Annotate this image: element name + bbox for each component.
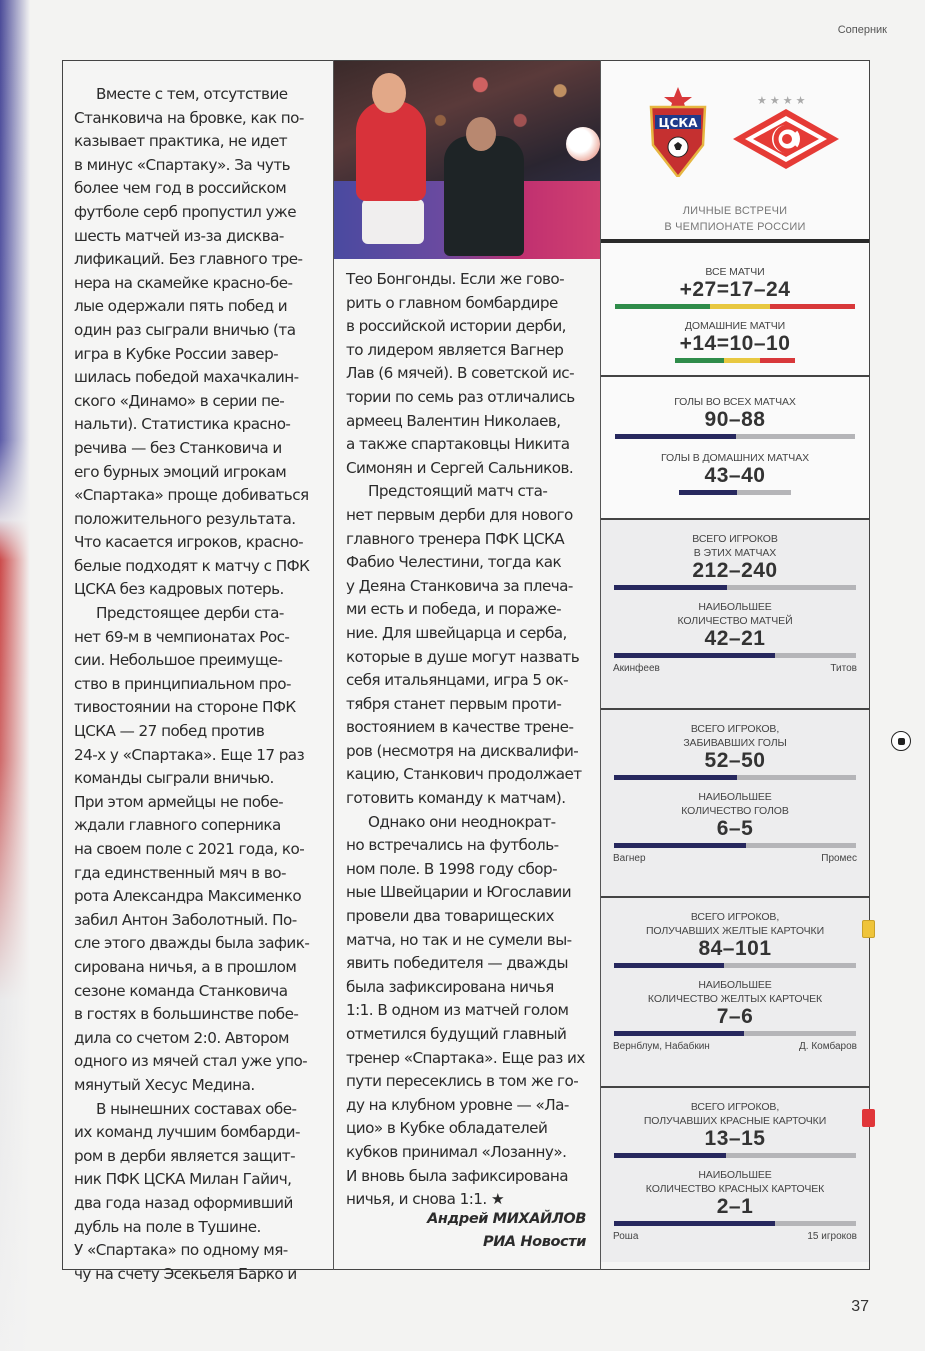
article-line: Фабио Челестини, тогда как	[346, 553, 562, 572]
article-line: востоянием в качестве трене-	[346, 718, 574, 737]
article-line: пути пересеклись в том же го-	[346, 1072, 579, 1091]
players-bar	[614, 585, 856, 590]
stat-label: ВСЕГО ИГРОКОВ, ЗАБИВАВШИХ ГОЛЫ	[683, 723, 787, 749]
article-line: речива — без Станковича и	[74, 438, 282, 457]
leader-right: 15 игроков	[807, 1231, 857, 1242]
article-line: 24-х у «Спартака». Еще 17 раз	[74, 745, 305, 764]
article-line: игра в Кубке России завер-	[74, 344, 279, 363]
article-line: белые подходят к матчу с ПФК	[74, 556, 310, 575]
article-line: сле этого дважды была зафик-	[74, 934, 310, 953]
team-logos	[601, 61, 869, 243]
article-line: сезоне команда Станковича	[74, 981, 288, 1000]
article-line: то лидером является Вагнер	[346, 340, 564, 359]
stat-value: 42–21	[704, 627, 766, 650]
article-line: И вновь была зафиксирована	[346, 1166, 569, 1185]
leader-right: Д. Комбаров	[799, 1041, 857, 1052]
article-line: главного тренера ПФК ЦСКА	[346, 529, 565, 548]
article-line: Вместе с тем, отсутствие	[96, 85, 288, 103]
spartak-stars: ★★★★	[757, 95, 809, 107]
article-line: нет первым дерби для нового	[346, 505, 573, 524]
article-line: ми есть и победа, и пораже-	[346, 600, 562, 619]
stat-value: 212–240	[692, 559, 778, 582]
stat-label: ГОЛЫ В ДОМАШНИХ МАТЧАХ	[660, 452, 810, 464]
article-line: тории по семь раз отличались	[346, 387, 575, 406]
leader-names	[613, 853, 857, 864]
red-players-bar	[614, 1153, 856, 1158]
most-red-bar	[614, 1221, 856, 1226]
svg-text:ЦСКА: ЦСКА	[658, 116, 698, 130]
stat-label: НАИБОЛЬШЕЕ КОЛИЧЕСТВО КРАСНЫХ КАРТОЧЕК	[645, 1169, 825, 1195]
scorers-bar	[614, 775, 856, 780]
article-line: кубков принимал «Лозанну».	[346, 1142, 567, 1161]
stat-value: 2–1	[716, 1195, 754, 1218]
article-line: положительного результата.	[74, 509, 296, 528]
article-line: тября станет первым проти-	[346, 694, 562, 713]
article-line: ные Швейцарии и Югославии	[346, 883, 572, 902]
article-line: рота Александра Максименко	[74, 887, 302, 906]
article-line: в минус «Спартаку». За чуть	[74, 155, 291, 174]
article-line: При этом армейцы не побе-	[74, 792, 284, 811]
logos-caption: ЛИЧНЫЕ ВСТРЕЧИ В ЧЕМПИОНАТЕ РОССИИ	[664, 205, 806, 233]
article-line: ром в дерби является защит-	[74, 1146, 296, 1165]
spartak-logo-icon	[731, 107, 841, 171]
article-line: в гостях в большинстве побе-	[74, 1005, 299, 1024]
most-matches-bar	[614, 653, 856, 658]
leader-left: Роша	[613, 1231, 639, 1242]
stats-panel	[601, 61, 869, 1262]
home-results-bar	[675, 358, 795, 363]
leader-names	[613, 1231, 857, 1242]
article-line: мянутый Хесус Медина.	[74, 1075, 255, 1094]
article-line: цио» в Кубке обладателей	[346, 1119, 548, 1138]
article-line: на своем поле с 2021 года, ко-	[74, 840, 305, 858]
byline	[346, 1208, 586, 1254]
yellow-card-icon	[862, 920, 875, 938]
stat-value: 90–88	[704, 408, 766, 431]
stat-label: НАИБОЛЬШЕЕ КОЛИЧЕСТВО МАТЧЕЙ	[677, 601, 793, 627]
stat-label: ВСЕГО ИГРОКОВ В ЭТИХ МАТЧАХ	[692, 533, 778, 559]
article-line: ничья, и снова 1:1. ★	[346, 1190, 505, 1209]
article-line: в российской истории дерби,	[346, 317, 566, 336]
leader-left: Вернблум, Набабкин	[613, 1041, 710, 1052]
article-line: Предстоящее дерби ста-	[96, 604, 284, 623]
article-line: шесть матчей из-за дисква-	[74, 226, 284, 245]
stat-value: 13–15	[704, 1127, 766, 1150]
most-yellow-bar	[614, 1031, 856, 1036]
article-line: В нынешних составах обе-	[96, 1099, 297, 1118]
red-card-icon	[862, 1109, 875, 1127]
goals-bar	[615, 434, 855, 439]
article-line: Симонян и Сергей Сальников.	[346, 458, 574, 477]
results-bar	[615, 304, 855, 309]
article-line: которые в душе могут назвать	[346, 647, 580, 666]
magazine-spine-edge	[0, 0, 30, 1351]
article-line: нальти). Статистика красно-	[74, 415, 291, 434]
article-line: один раз сыграли вничью (та	[74, 320, 296, 339]
football-icon	[891, 731, 911, 751]
article-line: ние. Для швейцарца и серба,	[346, 623, 567, 642]
author-name: Андрей МИХАЙЛОВ	[427, 1211, 586, 1227]
stat-value: 43–40	[704, 464, 766, 487]
article-line: два года назад оформивший	[74, 1193, 293, 1212]
stat-label: ВСЕГО ИГРОКОВ, ПОЛУЧАВШИХ ЖЕЛТЫЕ КАРТОЧКИ	[645, 911, 825, 937]
article-line: рить о главном бомбардире	[346, 293, 558, 312]
stat-value: 7–6	[716, 1005, 754, 1028]
article-line: у Деяна Станковича за плеча-	[346, 576, 573, 595]
stat-value: +14=10–10	[679, 332, 791, 355]
section-label: Соперник	[837, 24, 887, 36]
article-line: сирована ничья, а в прошлом	[74, 957, 297, 976]
article-line: ник ПФК ЦСКА Милан Гайич,	[74, 1170, 292, 1189]
article-line: футболе серб пропустил уже	[74, 202, 296, 221]
article-line: ство в принципиальном про-	[74, 674, 291, 693]
article-line: была зафиксирована ничья	[346, 977, 554, 996]
leader-right: Титов	[830, 663, 857, 674]
article-line: чу на счету Эсекьеля Барко и	[74, 1264, 297, 1283]
stat-label: НАИБОЛЬШЕЕ КОЛИЧЕСТВО ЖЕЛТЫХ КАРТОЧЕК	[647, 979, 823, 1005]
article-line: Тео Бонгонды. Если же гово-	[346, 270, 565, 288]
article-line: матча, но так и не сумели вы-	[346, 930, 572, 949]
article-line: ду на клубном уровне — «Ла-	[346, 1095, 569, 1114]
leader-names	[613, 663, 857, 674]
article-line: сии. Небольшое преимуще-	[74, 651, 283, 670]
stat-value: 52–50	[704, 749, 766, 772]
stat-label: ВСЕГО ИГРОКОВ, ПОЛУЧАВШИХ КРАСНЫЕ КАРТОЧКИ	[643, 1101, 827, 1127]
article-line: тивостоянии на стороне ПФК	[74, 698, 296, 717]
stat-yellow-cards-block	[601, 898, 869, 1088]
cska-logo-icon	[645, 85, 711, 177]
article-left-column	[74, 83, 328, 1286]
article-middle-column	[346, 268, 590, 1212]
article-line: провели два товарищеских	[346, 907, 554, 926]
article-line: ном поле. В 1998 году сбор-	[346, 859, 558, 878]
leader-left: Акинфеев	[613, 663, 660, 674]
article-line: шилась победой махачкалин-	[74, 368, 299, 387]
stat-players-block	[601, 520, 869, 710]
article-line: казывает практика, не идет	[74, 132, 288, 151]
article-line: нера на скамейке красно-бе-	[74, 273, 293, 292]
article-line: нет 69-м в чемпионатах Рос-	[74, 627, 290, 646]
article-line: ЦСКА без кадровых потерь.	[74, 580, 284, 599]
article-line: его бурных эмоций игрокам	[74, 462, 287, 481]
stat-scorers-block	[601, 710, 869, 898]
stat-label: НАИБОЛЬШЕЕ КОЛИЧЕСТВО ГОЛОВ	[681, 791, 789, 817]
stat-label: ВСЕ МАТЧИ	[705, 266, 765, 278]
stat-label: ДОМАШНИЕ МАТЧИ	[684, 320, 786, 332]
article-line: Что касается игроков, красно-	[74, 533, 304, 552]
article-line: У «Спартака» по одному мя-	[74, 1241, 288, 1260]
article-line: команды сыграли вничью.	[74, 769, 274, 788]
article-line: явить победителя — дважды	[346, 954, 568, 973]
article-line: ждали главного соперника	[74, 816, 281, 835]
stat-label: ГОЛЫ ВО ВСЕХ МАТЧАХ	[674, 396, 796, 408]
article-line: кацию, Станкович продолжает	[346, 765, 582, 784]
article-line: дубль на поле в Тушине.	[74, 1217, 261, 1236]
match-photo	[334, 61, 600, 259]
article-line: армеец Валентин Николаев,	[346, 411, 561, 430]
football-icon	[566, 127, 600, 161]
page-number: 37	[851, 1298, 869, 1315]
leader-right: Промес	[821, 853, 857, 864]
stat-red-cards-block	[601, 1088, 869, 1262]
article-line: но встречались на футболь-	[346, 836, 559, 855]
article-line: Лав (6 мячей). В советской ис-	[346, 364, 575, 383]
article-line: себя итальянцами, игра 5 ок-	[346, 671, 569, 690]
home-goals-bar	[679, 490, 791, 495]
article-line: а также спартаковцы Никита	[346, 435, 570, 454]
yellow-players-bar	[614, 963, 856, 968]
agency-name: РИА Новости	[482, 1234, 586, 1250]
article-line: дила со счетом 2:0. Автором	[74, 1028, 289, 1047]
leader-names	[613, 1041, 857, 1052]
article-line: Предстоящий матч ста-	[368, 482, 548, 501]
stat-results-block	[601, 243, 869, 377]
article-line: ров (несмотря на дисквалифи-	[346, 741, 579, 760]
leader-left: Вагнер	[613, 853, 646, 864]
stat-value: 84–101	[698, 937, 772, 960]
most-goals-bar	[614, 843, 856, 848]
article-line: 1:1. В одном из матчей голом	[346, 1001, 569, 1020]
article-line: их команд лучшим бомбарди-	[74, 1123, 300, 1142]
article-line: «Спартака» проще добиваться	[74, 486, 309, 505]
article-line: более чем год в российском	[74, 179, 287, 198]
article-line: тренер «Спартака». Еще раз их	[346, 1048, 585, 1067]
stat-value: +27=17–24	[679, 278, 791, 301]
stat-value: 6–5	[716, 817, 754, 840]
article-line: готовить команду к матчам).	[346, 789, 566, 808]
article-line: ского «Динамо» в серии пе-	[74, 391, 285, 410]
stat-goals-block	[601, 377, 869, 520]
article-line: отметился будущий главный	[346, 1025, 567, 1043]
article-line: Станковича на бровке, как по-	[74, 108, 304, 127]
article-line: ЦСКА — 27 побед против	[74, 722, 265, 741]
article-line: гда единственный мяч в во-	[74, 863, 286, 882]
article-line: одного из мячей стал уже упо-	[74, 1052, 308, 1071]
article-line: лификаций. Без главного тре-	[74, 250, 303, 269]
article-line: забил Антон Заболотный. По-	[74, 910, 297, 929]
article-line: лые одержали пять побед и	[74, 297, 288, 316]
article-line: Однако они неоднократ-	[368, 812, 556, 831]
